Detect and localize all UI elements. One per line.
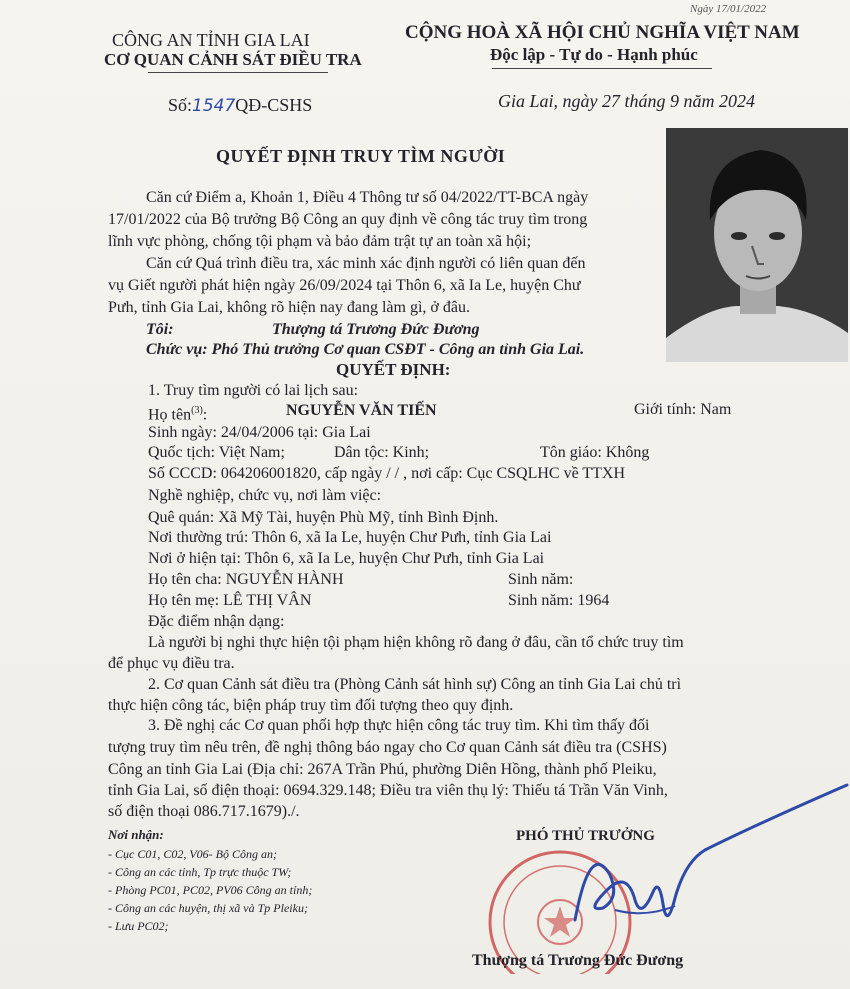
- suspect-mother: Họ tên mẹ: LÊ THỊ VÂN: [148, 592, 312, 609]
- suspect-nationality: Quốc tịch: Việt Nam;: [148, 444, 285, 461]
- agency-department: CƠ QUAN CẢNH SÁT ĐIỀU TRA: [104, 50, 362, 69]
- portrait-image: [666, 128, 848, 362]
- suspect-current-address: Nơi ở hiện tại: Thôn 6, xã Ia Le, huyện Chư Pưh, tỉnh Gia Lai: [148, 550, 545, 567]
- agency-name: CÔNG AN TỈNH GIA LAI: [112, 30, 310, 50]
- signature-mark: [555, 780, 850, 960]
- suspect-occupation: Nghề nghiệp, chức vụ, nơi làm việc:: [148, 487, 382, 504]
- body-line: tượng truy tìm nêu trên, đề nghị thông báo ngay cho Cơ quan Cảnh sát điều tra (CSHS): [108, 739, 667, 756]
- motto-underline: [492, 68, 712, 69]
- preamble-line: 17/01/2022 của Bộ trưởng Bộ Công an quy định về công tác truy tìm trong: [108, 211, 588, 228]
- decision-heading: QUYẾT ĐỊNH:: [336, 360, 451, 379]
- body-line: 2. Cơ quan Cảnh sát điều tra (Phòng Cảnh sát hình sự) Công an tỉnh Gia Lai chủ trì: [148, 676, 682, 693]
- preamble-line: Pưh, tỉnh Gia Lai, không rõ hiện nay đang làm gì, ở đâu.: [108, 299, 470, 316]
- signatory-title: PHÓ THỦ TRƯỞNG: [516, 828, 655, 844]
- body-line: số điện thoại 086.717.1679)./.: [108, 803, 300, 820]
- officer-name: Thượng tá Trương Đức Đương: [272, 321, 480, 338]
- suspect-ethnicity: Dân tộc: Kinh;: [334, 444, 430, 461]
- suspect-gender: Giới tính: Nam: [634, 401, 732, 418]
- suspect-photo: [666, 128, 848, 362]
- doc-number-prefix: Số:: [168, 95, 193, 115]
- identifying-features-label: Đặc điểm nhận dạng:: [148, 613, 285, 630]
- doc-number-handwritten: 1547: [192, 96, 236, 116]
- suspect-id-card: Số CCCD: 064206001820, cấp ngày / / , nơi cấp: Cục CSQLHC về TTXH: [148, 465, 626, 482]
- recipient-item: - Cục C01, C02, V06- Bộ Công an;: [108, 847, 277, 861]
- suspect-religion: Tôn giáo: Không: [540, 444, 650, 461]
- recipient-item: - Lưu PC02;: [108, 919, 169, 933]
- recipient-item: - Công an các huyện, thị xã và Tp Pleiku;: [108, 901, 308, 915]
- preamble-line: vụ Giết người phát hiện ngày 26/09/2024 tại Thôn 6, xã Ia Le, huyện Chư: [108, 277, 581, 294]
- body-line: thực hiện công tác, biện pháp truy tìm đối tượng theo quy định.: [108, 697, 514, 714]
- body-line: Là người bị nghi thực hiện tội phạm hiện không rõ đang ở đâu, cần tổ chức truy tìm: [148, 634, 684, 651]
- section1-intro: 1. Truy tìm người có lai lịch sau:: [148, 382, 359, 399]
- name-label: Họ tên$^{(3)}$:: [148, 405, 208, 424]
- signatory-name: Thượng tá Trương Đức Đương: [472, 952, 684, 969]
- officer-label: Tôi:: [146, 321, 174, 338]
- form-reference: Ngày 17/01/2022: [690, 3, 767, 15]
- document-number: [168, 95, 312, 116]
- body-line: tỉnh Gia Lai, số điện thoại: 0694.329.148; Điều tra viên thụ lý: Thiếu tá Trần Văn Vinh,: [108, 782, 668, 799]
- body-line: để phục vụ điều tra.: [108, 655, 235, 672]
- suspect-hometown: Quê quán: Xã Mỹ Tài, huyện Phù Mỹ, tỉnh Bình Định.: [148, 509, 499, 526]
- agency-underline: [148, 72, 328, 73]
- document-title: QUYẾT ĐỊNH TRUY TÌM NGƯỜI: [216, 146, 506, 166]
- place-date: Gia Lai, ngày 27 tháng 9 năm 2024: [498, 91, 756, 111]
- preamble-line: Căn cứ Quá trình điều tra, xác minh xác định người có liên quan đến: [146, 255, 586, 272]
- suspect-dob: Sinh ngày: 24/04/2006 tại: Gia Lai: [148, 424, 371, 441]
- suspect-name: NGUYỄN VĂN TIẾN: [286, 402, 437, 419]
- suspect-father: Họ tên cha: NGUYỄN HÀNH: [148, 571, 344, 588]
- suspect-permanent-address: Nơi thường trú: Thôn 6, xã Ia Le, huyện Chư Pưh, tỉnh Gia Lai: [148, 529, 552, 546]
- doc-number-suffix: QĐ-CSHS: [235, 95, 313, 115]
- officer-position: Chức vụ: Phó Thủ trưởng Cơ quan CSĐT - Công an tỉnh Gia Lai.: [146, 341, 585, 358]
- mother-birth-year: Sinh năm: 1964: [508, 592, 610, 609]
- body-line: 3. Đề nghị các Cơ quan phối hợp thực hiện công tác truy tìm. Khi tìm thấy đối: [148, 717, 650, 734]
- father-birth-year: Sinh năm:: [508, 571, 574, 588]
- national-motto: Độc lập - Tự do - Hạnh phúc: [490, 45, 698, 64]
- preamble-line: Căn cứ Điểm a, Khoản 1, Điều 4 Thông tư số 04/2022/TT-BCA ngày: [146, 189, 589, 206]
- recipient-item: - Công an các tỉnh, Tp trực thuộc TW;: [108, 865, 292, 879]
- preamble-line: lĩnh vực phòng, chống tội phạm và bảo đảm trật tự an toàn xã hội;: [108, 233, 532, 250]
- body-line: Công an tỉnh Gia Lai (Địa chỉ: 267A Trần Phú, phường Diên Hồng, thành phố Pleiku,: [108, 761, 657, 778]
- recipient-item: - Phòng PC01, PC02, PV06 Công an tỉnh;: [108, 883, 313, 897]
- recipients-heading: Nơi nhận:: [108, 827, 164, 842]
- national-title: CỘNG HOÀ XÃ HỘI CHỦ NGHĨA VIỆT NAM: [405, 22, 800, 43]
